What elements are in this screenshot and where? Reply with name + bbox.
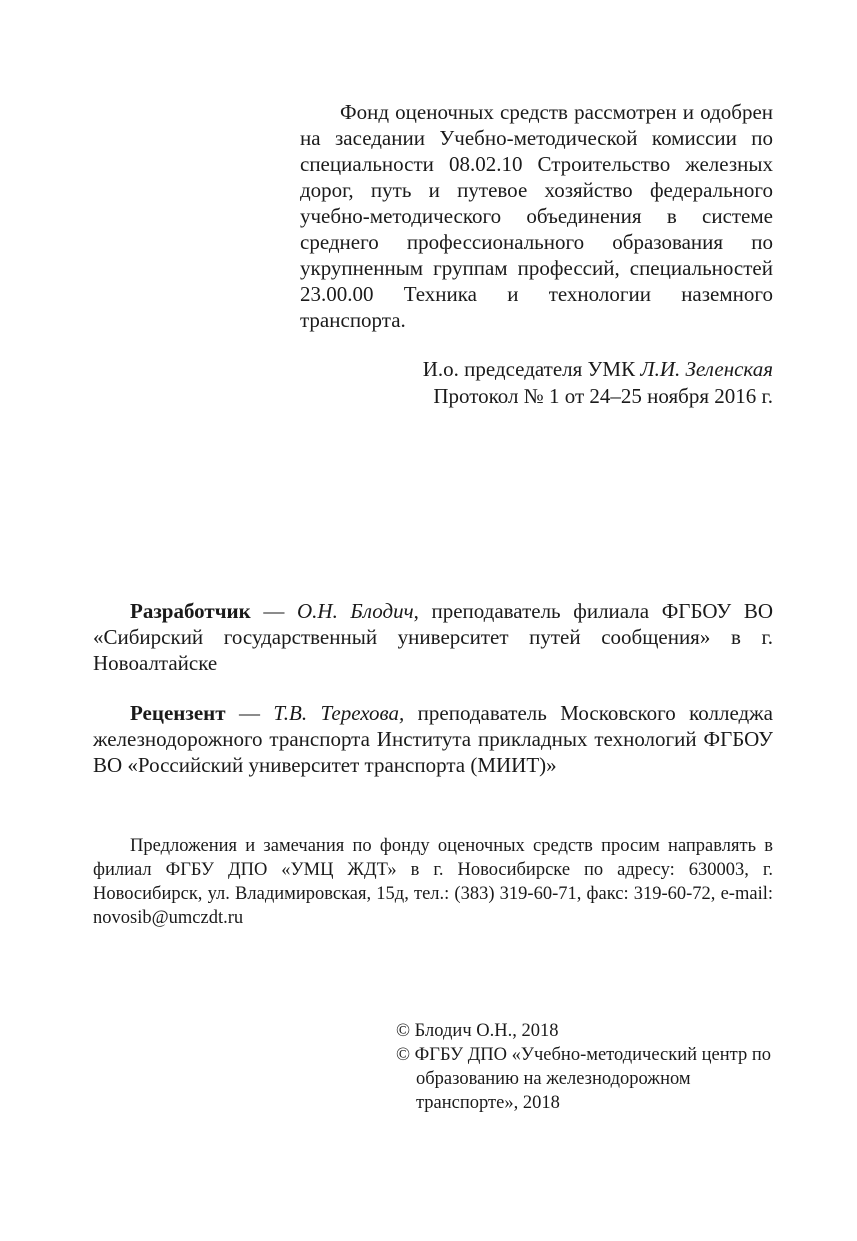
developer-label: Разработчик [130,599,251,623]
suggestions-paragraph: Предложения и замечания по фонду оценочных средств просим направлять в филиал ФГБУ ДПО «УМЦ ЖДТ» в г. Новосибирске по адресу: 630003, г. Новосибирск, ул. Владимировская, 15д, тел.: (383) 319-60-71, факс: 319-60-72, e-mail: novosib@umczdt.ru [93,836,773,928]
developer-dash: — [250,599,297,623]
approval-signature [300,356,773,410]
reviewer-name: Т.В. Терехова, [273,701,405,725]
reviewer-text: преподаватель Московского колледжа железнодорожного транспорта Института прикладных технологий ФГБОУ ВО «Российский университет транспорта (МИИТ)» [93,701,773,777]
developer-name: О.Н. Блодич [296,599,414,623]
copyright-block [396,1019,786,1115]
chair-role: И.о. председателя УМК [422,357,641,381]
developer-text: , преподаватель филиала ФГБОУ ВО «Сибирский государственный университет путей сообщения» в г. Новоалтайске [93,599,774,675]
protocol-line: Протокол № 1 от 24–25 ноября 2016 г. [433,384,773,408]
developer-paragraph [93,598,773,676]
copyright-publisher: © ФГБУ ДПО «Учебно-методический центр по образованию на железнодорожном транспорте», 2018 [396,1045,771,1113]
copyright-author: © Блодич О.Н., 2018 [396,1021,559,1041]
chair-name: Л.И. Зеленская [640,357,773,381]
reviewer-paragraph [93,700,773,778]
chair-line [300,356,773,383]
reviewer-dash: — [225,701,274,725]
reviewer-label: Рецензент [130,701,226,725]
approval-paragraph: Фонд оценочных средств рассмотрен и одобрен на заседании Учебно-методической комиссии по специальности 08.02.10 Строительство железных дорог, путь и путевое хозяйство федерального учебно-методического объединения в системе среднего профессионального образования по укрупненным группам профессий, специальностей 23.00.00 Техника и технологии наземного транспорта. [300,100,773,332]
